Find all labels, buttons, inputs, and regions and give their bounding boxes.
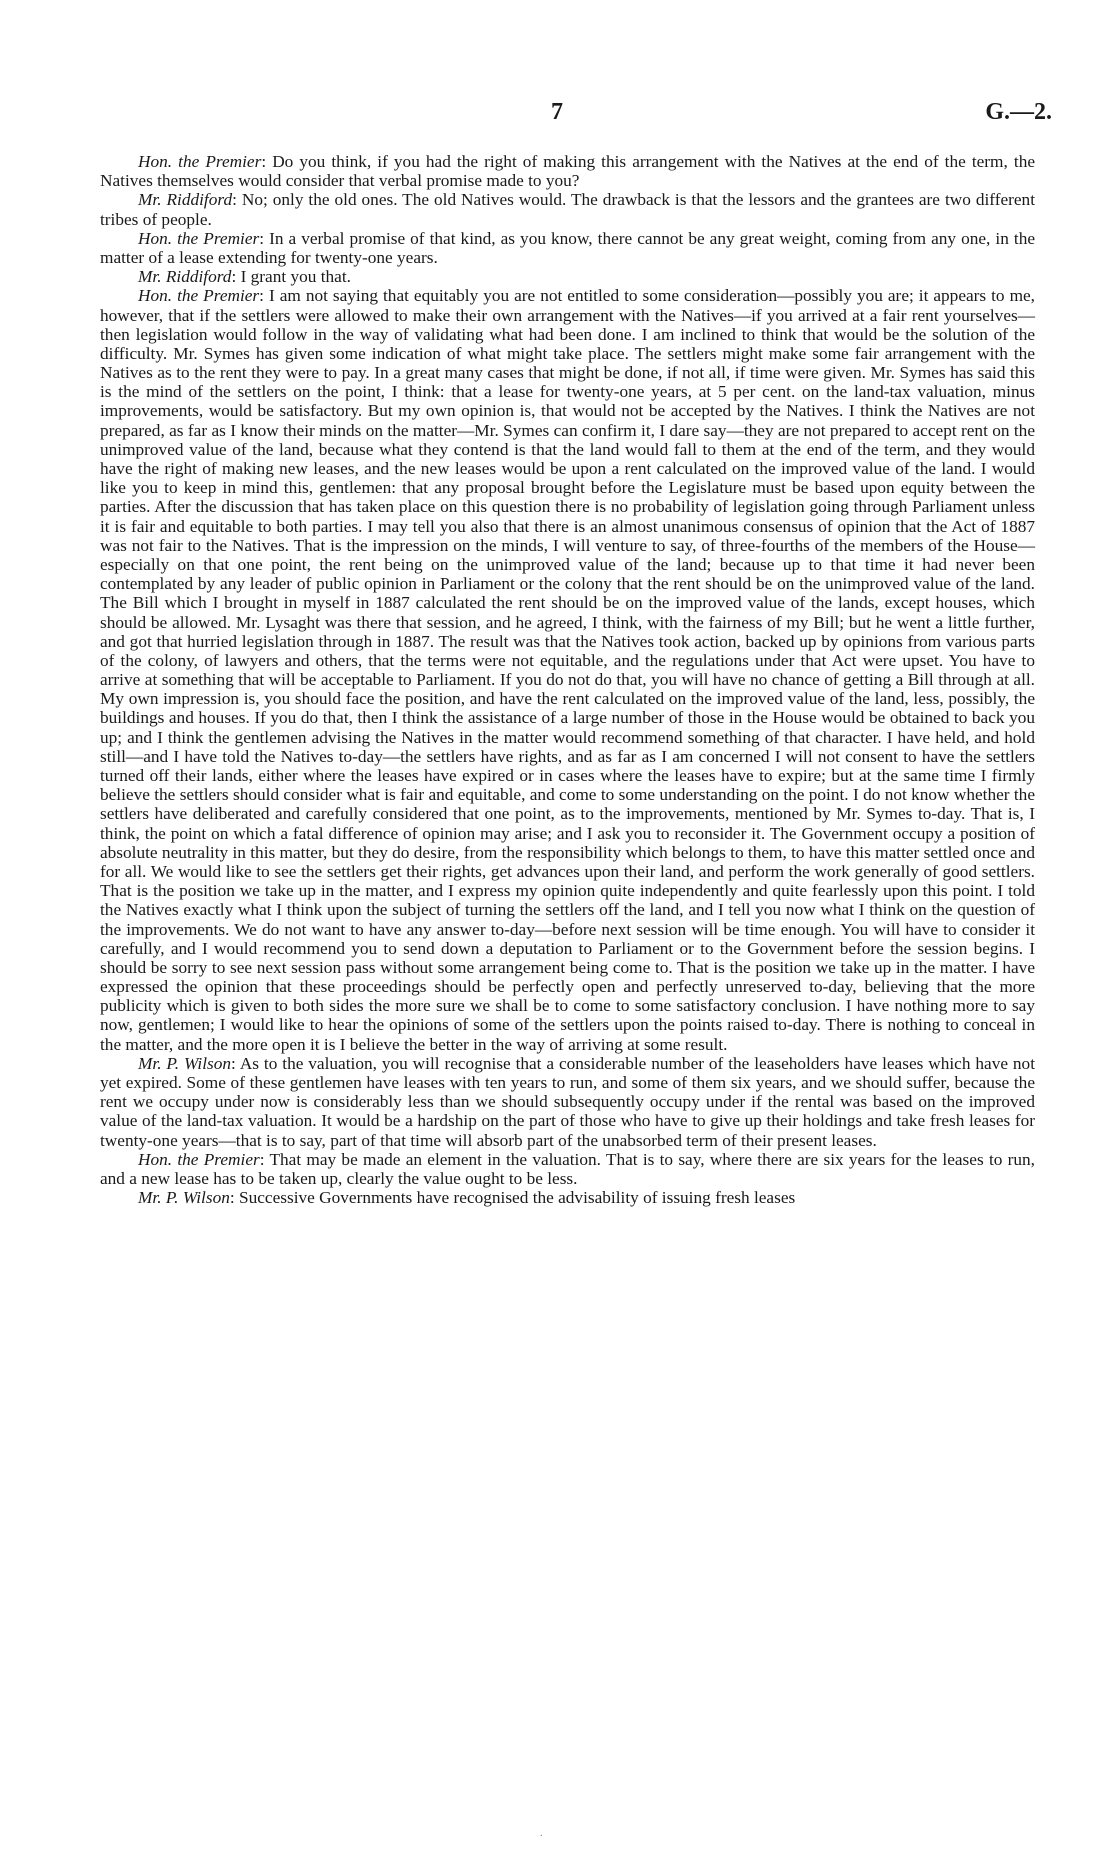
scan-mark: . bbox=[540, 1828, 543, 1839]
paragraph: Hon. the Premier: Do you think, if you had the right of making this arrangement with the Natives at the end of the term, the Natives themselves would consider that verbal promise made to you? bbox=[100, 152, 1036, 191]
paragraph-text: In a verbal promise of that kind, as you know, there cannot be any great weight, coming from any one, in the matter of a lease extending for twenty-one years. bbox=[100, 228, 1036, 267]
paragraph-text: That may be made an element in the valuation. That is to say, where there are six years for the leases to run, and a new lease has to be taken up, clearly the value ought to be less. bbox=[100, 1149, 1036, 1188]
paragraph: Mr. P. Wilson: As to the valuation, you will recognise that a considerable number of the leaseholders have leases which have not yet expired. Some of these gentlemen have leases with ten years to run, and some of them six years, and we should suffer, because the rent we occupy under now is considerably less than we should subsequently occupy under if the rental was based on the improved value of the land-tax valuation. It would be a hardship on the part of those who have to give up their holdings and take fresh leases for twenty-one years—that is to say, part of that time will absorb part of the unabsorbed term of their present leases. bbox=[100, 1053, 1036, 1150]
paragraph-text: I am not saying that equitably you are not entitled to some consideration—possibly you are; it appears to me, however, that if the settlers were allowed to make their own arrangement with the Natives—if you arrived at a fair rent yourselves—then legislation would follow in the way of validating what had been done. I am inclined to think that would be the solution of the difficulty. Mr. Symes has given some indication of what might take place. The settlers might make some fair arrangement with the Natives as to the rent they were to pay. In a great many cases that might be done, if not all, if time were given. Mr. Symes has said this is the mind of the settlers on the point, I think: that a lease for twenty-one years, at 5 per cent. on the land-tax valuation, minus improvements, would be satisfactory. But my own opinion is, that would not be accepted by the Natives. I think the Natives are not prepared, as far as I know their minds on the matter—Mr. Symes can confirm it, I dare say—they are not prepared to accept rent on the unimproved value of the land, because what they contend is that the land would fall to them at the end of the term, and they would have the right of making new leases, and the new leases would be upon a rent calculated on the improved value of the land. I would like you to keep in mind this, gentlemen: that any proposal brought before the Legislature must be based upon equity between the parties. After the discussion that has taken place on this question there is no probability of legislation going through Parliament unless it is fair and equitable to both parties. I may tell you also that there is an almost unanimous consensus of opinion that the Act of 1887 was not fair to the Natives. That is the impression on the minds, I will venture to say, of three-fourths of the members of the House—especially on that one point, the rent being on the unimproved value of the land; because up to that time it had never been contemplated by any leader of public opinion in Parliament or the colony that the rent should be on the unimproved value of the land. The Bill which I brought in myself in 1887 calculated the rent should be on the improved value of the lands, except houses, which should be allowed. Mr. Lysaght was there that session, and he agreed, I think, with the fairness of my Bill; but he went a little further, and got that hurried legislation through in 1887. The result was that the Natives took action, backed up by opinions from various parts of the colony, of lawyers and others, that the terms were not equitable, and the regulations under that Act were upset. You have to arrive at something that will be acceptable to Parliament. If you do not do that, you will have no chance of getting a Bill through at all. My own impression is, you should face the position, and have the rent calculated on the improved value of the land, less, possibly, the buildings and houses. If you do that, then I think the assistance of a large number of those in the House would be obtained to back you up; and I think the gentlemen advising the Natives in the matter would recommend something of that character. I have held, and hold still—and I have told the Natives to-day—the settlers have rights, and as far as I am concerned I will not consent to have the settlers turned off their lands, either where the leases have expired or in cases where the leases have to expire; but at the same time I firmly believe the settlers should consider what is fair and equitable, and come to some understanding on the point. I do not know whether the settlers have deliberated and carefully considered that one point, as to the improvements, mentioned by Mr. Symes to-day. That is, I think, the point on which a fatal difference of opinion may arise; and I ask you to reconsider it. The Government occupy a position of absolute neutrality in this matter, but they do desire, from the responsibility which belongs to them, to have this matter settled once and for all. We would like to see the settlers get their rights, get advances upon their land, and perform the work generally of good settlers. That is the position we take up in the matter, and I express my opinion quite independently and quite fearlessly upon this point. I told the Natives exactly what I think upon the subject of turning the settlers off the land, and I tell you now what I think on the question of the improvements. We do not want to have any answer to-day—before next session will be time enough. You will have to consider it carefully, and I would recommend you to send down a deputation to Parliament or to the Government before the session begins. I should be sorry to see next session pass without some arrangement being come to. That is the position we take up in the matter. I have expressed the opinion that these proceedings should be perfectly open and perfectly unreserved to-day, believing that the more publicity which is given to both sides the more sure we shall be to come to some satisfactory conclusion. I have nothing more to say now, gentlemen; I would like to hear the opinions of some of the settlers upon the points raised to-day. There is nothing to conceal in the matter, and the more open it is I believe the better in the way of arriving at some result. bbox=[100, 286, 1035, 1054]
speaker-name: Mr. Riddiford bbox=[138, 190, 233, 210]
speaker-name: Hon. the Premier bbox=[138, 228, 260, 248]
paragraph: Hon. the Premier: That may be made an element in the valuation. That is to say, where there are six years for the leases to run, and a new lease has to be taken up, clearly the value ought to be less. bbox=[100, 1149, 1036, 1188]
page-number: 7 bbox=[551, 99, 563, 125]
document-reference: G.—2. bbox=[985, 99, 1052, 125]
speaker-name: Hon. the Premier bbox=[138, 286, 260, 306]
paragraph-text: No; only the old ones. The old Natives would. The drawback is that the lessors and the grantees are two different tribes of people. bbox=[100, 190, 1035, 229]
speaker-name: Mr. P. Wilson bbox=[138, 1188, 230, 1208]
paragraph: Mr. Riddiford: I grant you that. bbox=[138, 267, 351, 287]
paragraph-text: As to the valuation, you will recognise that a considerable number of the leaseholders have leases which have not yet expired. Some of these gentlemen have leases with ten years to run, and some of them six years, and we should suffer, because the rent we occupy under now is considerably less than we should subsequently occupy under if the rental was based on the improved value of the land-tax valuation. It would be a hardship on the part of those who have to give up their holdings and take fresh leases for twenty-one years—that is to say, part of that time will absorb part of the unabsorbed term of their present leases. bbox=[100, 1053, 1036, 1150]
speaker-name: Hon. the Premier bbox=[138, 152, 262, 171]
paragraph-text: Do you think, if you had the right of making this arrangement with the Natives at the end of the term, the Natives themselves would consider that verbal promise made to you? bbox=[100, 152, 1036, 191]
speaker-name: Mr. Riddiford bbox=[138, 267, 232, 287]
paragraph: Hon. the Premier: In a verbal promise of that kind, as you know, there cannot be any great weight, coming from any one, in the matter of a lease extending for twenty-one years. bbox=[100, 228, 1036, 267]
paragraph-text: I grant you that. bbox=[240, 267, 351, 287]
paragraph-text: Successive Governments have recognised the advisability of issuing fresh leases bbox=[239, 1188, 796, 1208]
speaker-name: Hon. the Premier bbox=[138, 1149, 260, 1169]
speaker-name: Mr. P. Wilson bbox=[138, 1053, 232, 1073]
paragraph: Mr. Riddiford: No; only the old ones. The old Natives would. The drawback is that the lessors and the grantees are two different tribes of people. bbox=[100, 190, 1035, 229]
paragraph: Mr. P. Wilson: Successive Governments have recognised the advisability of issuing fresh leases bbox=[138, 1188, 796, 1208]
paragraph: Hon. the Premier: I am not saying that equitably you are not entitled to some consideration—possibly you are; it appears to me, however, that if the settlers were allowed to make their own arrangement with the Natives—if you arrived at a fair rent yourselves—then legislation would follow in the way of validating what had been done. I am inclined to think that would be the solution of the difficulty. Mr. Symes has given some indication of what might take place. The settlers might make some fair arrangement with the Natives as to the rent they were to pay. In a great many cases that might be done, if not all, if time were given. Mr. Symes has said this is the mind of the settlers on the point, I think: that a lease for twenty-one years, at 5 per cent. on the land-tax valuation, minus improvements, would be satisfactory. But my own opinion is, that would not be accepted by the Natives. I think the Natives are not prepared, as far as I know their minds on the matter—Mr. Symes can confirm it, I dare say—they are not prepared to accept rent on the unimproved value of the land, because what they contend is that the land would fall to them at the end of the term, and they would have the right of making new leases, and the new leases would be upon a rent calculated on the improved value of the land. I would like you to keep in mind this, gentlemen: that any proposal brought before the Legislature must be based upon equity between the parties. After the discussion that has taken place on this question there is no probability of legislation going through Parliament unless it is fair and equitable to both parties. I may tell you also that there is an almost unanimous consensus of opinion that the Act of 1887 was not fair to the Natives. That is the impression on the minds, I will venture to say, of three-fourths of the members of the House—especially on that one point, the rent being on the unimproved value of the land; because up to that time it had never been contemplated by any leader of public opinion in Parliament or the colony that the rent should be on the unimproved value of the land. The Bill which I brought in myself in 1887 calculated the rent should be on the improved value of the lands, except houses, which should be allowed. Mr. Lysaght was there that session, and he agreed, I think, with the fairness of my Bill; but he went a little further, and got that hurried legislation through in 1887. The result was that the Natives took action, backed up by opinions from various parts of the colony, of lawyers and others, that the terms were not equitable, and the regulations under that Act were upset. You have to arrive at something that will be acceptable to Parliament. If you do not do that, you will have no chance of getting a Bill through at all. My own impression is, you should face the position, and have the rent calculated on the improved value of the land, less, possibly, the buildings and houses. If you do that, then I think the assistance of a large number of those in the House would be obtained to back you up; and I think the gentlemen advising the Natives in the matter would recommend something of that character. I have held, and hold still—and I have told the Natives to-day—the settlers have rights, and as far as I am concerned I will not consent to have the settlers turned off their lands, either where the leases have expired or in cases where the leases have to expire; but at the same time I firmly believe the settlers should consider what is fair and equitable, and come to some understanding on the point. I do not know whether the settlers have deliberated and carefully considered that one point, as to the improvements, mentioned by Mr. Symes to-day. That is, I think, the point on which a fatal difference of opinion may arise; and I ask you to reconsider it. The Government occupy a position of absolute neutrality in this matter, but they do desire, from the responsibility which belongs to them, to have this matter settled once and for all. We would like to see the settlers get their rights, get advances upon their land, and perform the work generally of good settlers. That is the position we take up in the matter, and I express my opinion quite independently and quite fearlessly upon this point. I told the Natives exactly what I think upon the subject of turning the settlers off the land, and I tell you now what I think on the question of the improvements. We do not want to have any answer to-day—before next session will be time enough. You will have to consider it carefully, and I would recommend you to send down a deputation to Parliament or to the Government before the session begins. I should be sorry to see next session pass without some arrangement being come to. That is the position we take up in the matter. I have expressed the opinion that these proceedings should be perfectly open and perfectly unreserved to-day, believing that the more publicity which is given to both sides the more sure we shall be to come to some satisfactory conclusion. I have nothing more to say now, gentlemen; I would like to hear the opinions of some of the settlers upon the points raised to-day. There is nothing to conceal in the matter, and the more open it is I believe the better in the way of arriving at some result. bbox=[100, 286, 1035, 1054]
body-text bbox=[100, 152, 1035, 1207]
